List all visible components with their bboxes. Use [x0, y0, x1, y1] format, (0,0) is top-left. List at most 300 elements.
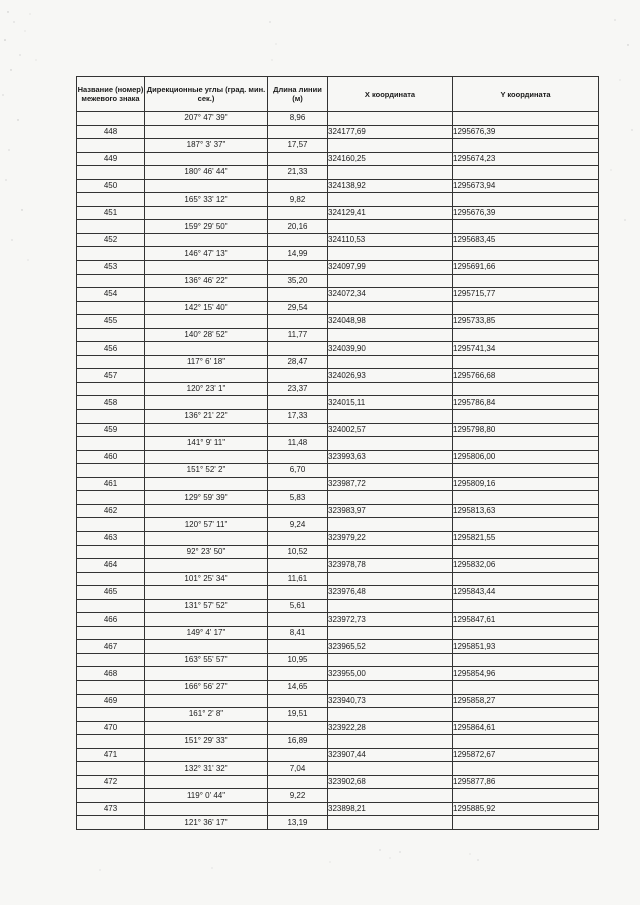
y-coordinate: 1295847,61: [453, 613, 599, 627]
table-row: [77, 437, 599, 451]
table-row: [77, 477, 599, 491]
length-cell-empty: [268, 315, 328, 329]
y-coordinate: 1295673,94: [453, 179, 599, 193]
table-row: [77, 247, 599, 261]
table-row: [77, 816, 599, 830]
y-cell-empty: [453, 410, 599, 424]
point-name: 463: [77, 531, 145, 545]
length-cell-empty: [268, 504, 328, 518]
y-cell-empty: [453, 545, 599, 559]
y-cell-empty: [453, 599, 599, 613]
length-cell-empty: [268, 125, 328, 139]
y-coordinate: 1295674,23: [453, 152, 599, 166]
direction-angle: 151° 29' 33": [145, 735, 268, 749]
length-cell-empty: [268, 613, 328, 627]
point-cell-empty: [77, 437, 145, 451]
direction-angle: 207° 47' 39": [145, 112, 268, 126]
point-cell-empty: [77, 735, 145, 749]
x-cell-empty: [328, 762, 453, 776]
angle-cell-empty: [145, 640, 268, 654]
table-row: [77, 748, 599, 762]
x-cell-empty: [328, 653, 453, 667]
table-row: [77, 559, 599, 573]
x-coordinate: 323976,48: [328, 586, 453, 600]
table-row: [77, 667, 599, 681]
y-coordinate: 1295858,27: [453, 694, 599, 708]
angle-cell-empty: [145, 721, 268, 735]
x-cell-empty: [328, 464, 453, 478]
table-row: [77, 735, 599, 749]
y-coordinate: 1295851,93: [453, 640, 599, 654]
point-name: 471: [77, 748, 145, 762]
length-cell-empty: [268, 450, 328, 464]
line-length: 20,16: [268, 220, 328, 234]
point-cell-empty: [77, 464, 145, 478]
direction-angle: 142° 15' 40": [145, 301, 268, 315]
point-name: 467: [77, 640, 145, 654]
angle-cell-empty: [145, 504, 268, 518]
point-cell-empty: [77, 518, 145, 532]
point-cell-empty: [77, 545, 145, 559]
y-coordinate: 1295786,84: [453, 396, 599, 410]
direction-angle: 136° 46' 22": [145, 274, 268, 288]
direction-angle: 101° 25' 34": [145, 572, 268, 586]
point-cell-empty: [77, 626, 145, 640]
table-row: [77, 396, 599, 410]
angle-cell-empty: [145, 315, 268, 329]
y-coordinate: 1295877,86: [453, 775, 599, 789]
point-cell-empty: [77, 491, 145, 505]
length-cell-empty: [268, 802, 328, 816]
length-cell-empty: [268, 233, 328, 247]
x-coordinate: 323979,22: [328, 531, 453, 545]
line-length: 6,70: [268, 464, 328, 478]
boundary-points-table: [76, 76, 599, 830]
line-length: 10,52: [268, 545, 328, 559]
angle-cell-empty: [145, 694, 268, 708]
angle-cell-empty: [145, 559, 268, 573]
line-length: 8,41: [268, 626, 328, 640]
x-coordinate: 323902,68: [328, 775, 453, 789]
y-cell-empty: [453, 816, 599, 830]
point-cell-empty: [77, 680, 145, 694]
x-coordinate: 324129,41: [328, 206, 453, 220]
angle-cell-empty: [145, 450, 268, 464]
x-coordinate: 324177,69: [328, 125, 453, 139]
angle-cell-empty: [145, 748, 268, 762]
x-cell-empty: [328, 193, 453, 207]
direction-angle: 92° 23' 50": [145, 545, 268, 559]
table-row: [77, 382, 599, 396]
point-cell-empty: [77, 762, 145, 776]
table-row: [77, 518, 599, 532]
point-cell-empty: [77, 328, 145, 342]
point-cell-empty: [77, 653, 145, 667]
x-cell-empty: [328, 518, 453, 532]
line-length: 13,19: [268, 816, 328, 830]
table-row: [77, 626, 599, 640]
length-cell-empty: [268, 667, 328, 681]
y-coordinate: 1295683,45: [453, 233, 599, 247]
line-length: 19,51: [268, 708, 328, 722]
angle-cell-empty: [145, 396, 268, 410]
x-coordinate: 324048,98: [328, 315, 453, 329]
length-cell-empty: [268, 396, 328, 410]
y-coordinate: 1295854,96: [453, 667, 599, 681]
line-length: 35,20: [268, 274, 328, 288]
table-row: [77, 708, 599, 722]
angle-cell-empty: [145, 152, 268, 166]
table-row: [77, 775, 599, 789]
length-cell-empty: [268, 531, 328, 545]
line-length: 14,65: [268, 680, 328, 694]
x-coordinate: 323965,52: [328, 640, 453, 654]
x-coordinate: 323983,97: [328, 504, 453, 518]
x-cell-empty: [328, 816, 453, 830]
point-cell-empty: [77, 816, 145, 830]
x-cell-empty: [328, 599, 453, 613]
x-cell-empty: [328, 274, 453, 288]
point-name: 452: [77, 233, 145, 247]
table-row: [77, 233, 599, 247]
table-row: [77, 369, 599, 383]
point-cell-empty: [77, 301, 145, 315]
table-row: [77, 545, 599, 559]
angle-cell-empty: [145, 477, 268, 491]
direction-angle: 159° 29' 50": [145, 220, 268, 234]
angle-cell-empty: [145, 613, 268, 627]
header-x: X координата: [328, 77, 453, 112]
x-cell-empty: [328, 410, 453, 424]
line-length: 9,22: [268, 789, 328, 803]
point-name: 469: [77, 694, 145, 708]
table-row: [77, 572, 599, 586]
table-row: [77, 450, 599, 464]
y-coordinate: 1295691,66: [453, 261, 599, 275]
y-coordinate: 1295832,06: [453, 559, 599, 573]
angle-cell-empty: [145, 369, 268, 383]
x-coordinate: 324138,92: [328, 179, 453, 193]
y-cell-empty: [453, 708, 599, 722]
table-row: [77, 315, 599, 329]
table-row: [77, 220, 599, 234]
x-coordinate: 324072,34: [328, 288, 453, 302]
table-row: [77, 680, 599, 694]
angle-cell-empty: [145, 179, 268, 193]
table-row: [77, 301, 599, 315]
x-cell-empty: [328, 626, 453, 640]
angle-cell-empty: [145, 423, 268, 437]
y-cell-empty: [453, 464, 599, 478]
y-cell-empty: [453, 437, 599, 451]
y-cell-empty: [453, 112, 599, 126]
x-coordinate: 323898,21: [328, 802, 453, 816]
x-coordinate: 324097,99: [328, 261, 453, 275]
y-cell-empty: [453, 626, 599, 640]
x-cell-empty: [328, 301, 453, 315]
x-cell-empty: [328, 735, 453, 749]
line-length: 9,82: [268, 193, 328, 207]
table-row: [77, 125, 599, 139]
table-row: [77, 410, 599, 424]
y-cell-empty: [453, 274, 599, 288]
header-point: Название (номер) межевого знака: [77, 77, 145, 112]
direction-angle: 129° 59' 39": [145, 491, 268, 505]
table-row: [77, 504, 599, 518]
y-coordinate: 1295676,39: [453, 206, 599, 220]
point-name: 465: [77, 586, 145, 600]
y-coordinate: 1295885,92: [453, 802, 599, 816]
point-name: 457: [77, 369, 145, 383]
angle-cell-empty: [145, 261, 268, 275]
direction-angle: 119° 0' 44": [145, 789, 268, 803]
x-cell-empty: [328, 491, 453, 505]
line-length: 28,47: [268, 355, 328, 369]
point-name: 455: [77, 315, 145, 329]
x-coordinate: 324026,93: [328, 369, 453, 383]
y-cell-empty: [453, 572, 599, 586]
x-coordinate: 324015,11: [328, 396, 453, 410]
line-length: 17,33: [268, 410, 328, 424]
direction-angle: 140° 28' 52": [145, 328, 268, 342]
angle-cell-empty: [145, 233, 268, 247]
length-cell-empty: [268, 477, 328, 491]
point-cell-empty: [77, 166, 145, 180]
x-cell-empty: [328, 355, 453, 369]
x-cell-empty: [328, 247, 453, 261]
table-row: [77, 328, 599, 342]
table-row: [77, 423, 599, 437]
y-cell-empty: [453, 762, 599, 776]
length-cell-empty: [268, 288, 328, 302]
angle-cell-empty: [145, 206, 268, 220]
y-cell-empty: [453, 301, 599, 315]
length-cell-empty: [268, 342, 328, 356]
point-cell-empty: [77, 274, 145, 288]
y-coordinate: 1295741,34: [453, 342, 599, 356]
direction-angle: 161° 2' 8": [145, 708, 268, 722]
length-cell-empty: [268, 152, 328, 166]
line-length: 7,04: [268, 762, 328, 776]
table-row: [77, 721, 599, 735]
y-cell-empty: [453, 139, 599, 153]
point-cell-empty: [77, 355, 145, 369]
length-cell-empty: [268, 559, 328, 573]
table-row: [77, 531, 599, 545]
x-cell-empty: [328, 112, 453, 126]
x-coordinate: 323922,28: [328, 721, 453, 735]
y-cell-empty: [453, 382, 599, 396]
x-cell-empty: [328, 220, 453, 234]
x-cell-empty: [328, 166, 453, 180]
direction-angle: 132° 31' 32": [145, 762, 268, 776]
line-length: 9,24: [268, 518, 328, 532]
table-header-row: [77, 77, 599, 112]
table-row: [77, 179, 599, 193]
table-row: [77, 288, 599, 302]
y-cell-empty: [453, 328, 599, 342]
angle-cell-empty: [145, 125, 268, 139]
table-row: [77, 653, 599, 667]
point-name: 470: [77, 721, 145, 735]
angle-cell-empty: [145, 667, 268, 681]
direction-angle: 141° 9' 11": [145, 437, 268, 451]
point-name: 460: [77, 450, 145, 464]
table-row: [77, 112, 599, 126]
angle-cell-empty: [145, 802, 268, 816]
table-row: [77, 139, 599, 153]
point-cell-empty: [77, 410, 145, 424]
angle-cell-empty: [145, 586, 268, 600]
length-cell-empty: [268, 721, 328, 735]
y-cell-empty: [453, 166, 599, 180]
direction-angle: 149° 4' 17": [145, 626, 268, 640]
table-row: [77, 152, 599, 166]
y-cell-empty: [453, 247, 599, 261]
y-coordinate: 1295821,55: [453, 531, 599, 545]
y-coordinate: 1295843,44: [453, 586, 599, 600]
y-coordinate: 1295715,77: [453, 288, 599, 302]
y-coordinate: 1295676,39: [453, 125, 599, 139]
point-name: 459: [77, 423, 145, 437]
direction-angle: 163° 55' 57": [145, 653, 268, 667]
line-length: 14,99: [268, 247, 328, 261]
y-cell-empty: [453, 491, 599, 505]
length-cell-empty: [268, 775, 328, 789]
point-cell-empty: [77, 220, 145, 234]
x-coordinate: 323940,73: [328, 694, 453, 708]
y-cell-empty: [453, 735, 599, 749]
table-row: [77, 599, 599, 613]
point-name: 448: [77, 125, 145, 139]
line-length: 11,61: [268, 572, 328, 586]
x-cell-empty: [328, 545, 453, 559]
y-cell-empty: [453, 220, 599, 234]
line-length: 17,57: [268, 139, 328, 153]
table-row: [77, 613, 599, 627]
point-name: 461: [77, 477, 145, 491]
x-cell-empty: [328, 708, 453, 722]
direction-angle: 120° 57' 11": [145, 518, 268, 532]
length-cell-empty: [268, 640, 328, 654]
y-cell-empty: [453, 653, 599, 667]
x-cell-empty: [328, 789, 453, 803]
y-cell-empty: [453, 193, 599, 207]
direction-angle: 187° 3' 37": [145, 139, 268, 153]
point-name: 454: [77, 288, 145, 302]
header-y: Y координата: [453, 77, 599, 112]
y-coordinate: 1295806,00: [453, 450, 599, 464]
length-cell-empty: [268, 423, 328, 437]
length-cell-empty: [268, 369, 328, 383]
y-coordinate: 1295733,85: [453, 315, 599, 329]
table-row: [77, 464, 599, 478]
x-coordinate: 324002,57: [328, 423, 453, 437]
table-row: [77, 586, 599, 600]
table-row: [77, 342, 599, 356]
x-coordinate: 324039,90: [328, 342, 453, 356]
point-cell-empty: [77, 708, 145, 722]
length-cell-empty: [268, 694, 328, 708]
direction-angle: 180° 46' 44": [145, 166, 268, 180]
table-row: [77, 694, 599, 708]
y-cell-empty: [453, 355, 599, 369]
y-coordinate: 1295864,61: [453, 721, 599, 735]
x-coordinate: 323993,63: [328, 450, 453, 464]
x-cell-empty: [328, 680, 453, 694]
header-length: Длина линии (м): [268, 77, 328, 112]
point-name: 449: [77, 152, 145, 166]
x-cell-empty: [328, 139, 453, 153]
direction-angle: 151° 52' 2": [145, 464, 268, 478]
length-cell-empty: [268, 261, 328, 275]
y-cell-empty: [453, 518, 599, 532]
table-row: [77, 261, 599, 275]
table-row: [77, 802, 599, 816]
line-length: 10,95: [268, 653, 328, 667]
point-cell-empty: [77, 572, 145, 586]
angle-cell-empty: [145, 342, 268, 356]
point-name: 453: [77, 261, 145, 275]
line-length: 5,83: [268, 491, 328, 505]
x-cell-empty: [328, 382, 453, 396]
y-coordinate: 1295872,67: [453, 748, 599, 762]
x-coordinate: 323978,78: [328, 559, 453, 573]
direction-angle: 166° 56' 27": [145, 680, 268, 694]
point-name: 456: [77, 342, 145, 356]
point-name: 464: [77, 559, 145, 573]
x-cell-empty: [328, 572, 453, 586]
line-length: 29,54: [268, 301, 328, 315]
line-length: 5,61: [268, 599, 328, 613]
table-row: [77, 274, 599, 288]
table-row: [77, 762, 599, 776]
length-cell-empty: [268, 179, 328, 193]
line-length: 21,33: [268, 166, 328, 180]
table-row: [77, 640, 599, 654]
point-cell-empty: [77, 247, 145, 261]
table-body: [77, 112, 599, 830]
x-coordinate: 324160,25: [328, 152, 453, 166]
y-cell-empty: [453, 680, 599, 694]
direction-angle: 165° 33' 12": [145, 193, 268, 207]
angle-cell-empty: [145, 288, 268, 302]
line-length: 11,48: [268, 437, 328, 451]
direction-angle: 120° 23' 1": [145, 382, 268, 396]
table-row: [77, 355, 599, 369]
x-coordinate: 323907,44: [328, 748, 453, 762]
point-cell-empty: [77, 193, 145, 207]
direction-angle: 121° 36' 17": [145, 816, 268, 830]
table-row: [77, 206, 599, 220]
y-coordinate: 1295798,80: [453, 423, 599, 437]
point-name: 466: [77, 613, 145, 627]
length-cell-empty: [268, 586, 328, 600]
line-length: 23,37: [268, 382, 328, 396]
length-cell-empty: [268, 206, 328, 220]
x-cell-empty: [328, 437, 453, 451]
x-coordinate: 323972,73: [328, 613, 453, 627]
point-cell-empty: [77, 789, 145, 803]
y-cell-empty: [453, 789, 599, 803]
line-length: 16,89: [268, 735, 328, 749]
length-cell-empty: [268, 748, 328, 762]
point-name: 450: [77, 179, 145, 193]
point-name: 462: [77, 504, 145, 518]
direction-angle: 117° 6' 18": [145, 355, 268, 369]
x-cell-empty: [328, 328, 453, 342]
direction-angle: 131° 57' 52": [145, 599, 268, 613]
